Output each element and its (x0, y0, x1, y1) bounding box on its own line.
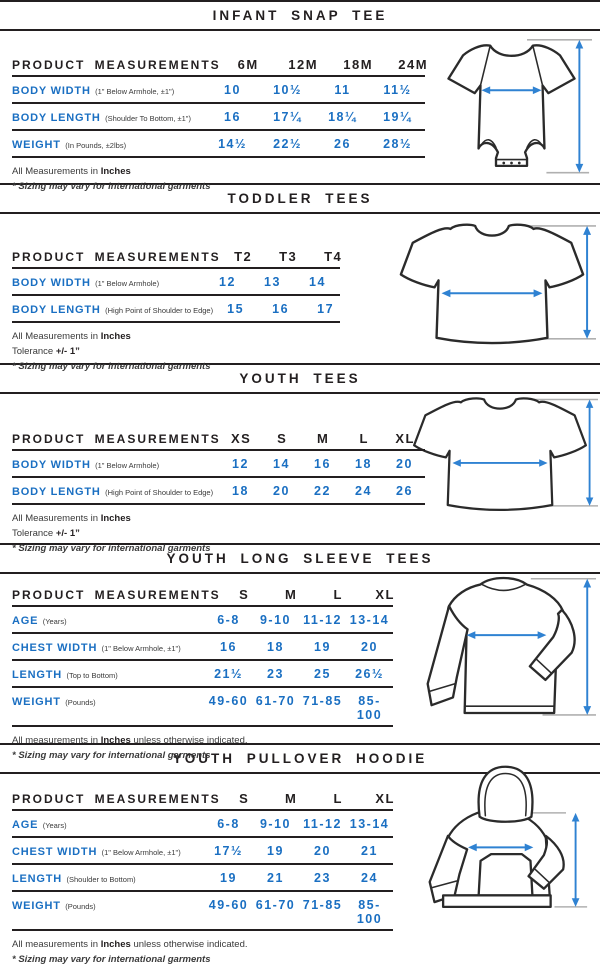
footnote: Tolerance +/- 1” (12, 528, 80, 539)
table-row (12, 634, 393, 661)
measurement-name: CHEST WIDTH (12, 642, 98, 654)
measurement-note: (In Pounds, ±2lbs) (65, 141, 127, 150)
section-title: INFANT SNAP TEE (212, 8, 388, 23)
measurement-note: (1" Below Armhole, ±1") (101, 848, 181, 857)
size-column-header: 24M (398, 57, 429, 72)
measurement-value: 16 (224, 110, 241, 124)
measurements-table (12, 53, 429, 158)
measurement-value: 13-14 (349, 613, 390, 627)
measurement-value: 18 (355, 457, 372, 471)
table-header-row (12, 787, 393, 811)
measurements-table (12, 427, 425, 505)
size-column-header: XL (395, 431, 415, 446)
measurement-value: 18¼ (328, 110, 357, 124)
measurement-value: 23 (267, 667, 284, 681)
measurement-label-cell (12, 455, 220, 473)
measurement-value: 16 (314, 457, 331, 471)
section-title: YOUTH PULLOVER HOODIE (172, 751, 428, 766)
table-row (12, 811, 393, 838)
table-header-label: PRODUCT MEASUREMENTS (12, 432, 221, 446)
measurement-label-cell (12, 300, 213, 318)
measurement-value: 71-85 (302, 694, 343, 708)
measurement-value: 11-12 (303, 817, 342, 831)
measurement-note: (1" Below Armhole) (95, 461, 160, 470)
measurement-value: 19 (314, 640, 331, 654)
measurement-name: BODY LENGTH (12, 486, 101, 498)
size-column-header: XL (375, 587, 395, 602)
table-header-row (12, 53, 429, 77)
measurement-name: BODY LENGTH (12, 112, 101, 124)
measurement-label-cell (12, 135, 205, 153)
size-column-header: M (317, 431, 330, 446)
measurement-value: 21 (361, 844, 378, 858)
table-header-label: PRODUCT MEASUREMENTS (12, 588, 221, 602)
table-row (12, 104, 425, 131)
onesie-illustration (432, 34, 592, 181)
measurement-value: 16 (272, 302, 290, 316)
measurement-label-cell (12, 108, 205, 126)
size-column-header: S (239, 791, 250, 806)
footnotes (12, 513, 600, 554)
measurement-name: AGE (12, 615, 39, 627)
footnote: All Measurements in Inches (12, 513, 131, 524)
size-column-header: M (285, 587, 298, 602)
measurement-name: WEIGHT (12, 900, 61, 912)
measurement-value: 22 (314, 484, 331, 498)
measurement-value: 10½ (273, 83, 302, 97)
measurement-value: 21½ (214, 667, 243, 681)
measurement-value: 24 (355, 484, 372, 498)
footnotes (12, 166, 600, 192)
footnotes (12, 331, 600, 372)
measurement-value: 6-8 (217, 817, 240, 831)
footnote: * Sizing may vary for international garments (12, 750, 211, 761)
measurement-name: BODY WIDTH (12, 85, 91, 97)
measurement-value: 71-85 (302, 898, 343, 912)
measurement-label-cell (12, 815, 205, 833)
measurement-value: 14 (309, 275, 326, 289)
footnote: * Sizing may vary for international garments (12, 954, 211, 965)
measurement-value: 13-14 (349, 817, 390, 831)
measurement-name: WEIGHT (12, 139, 61, 151)
table-row (12, 451, 425, 478)
body-length-arrow (586, 400, 593, 506)
size-column-header: L (333, 791, 343, 806)
measurement-value: 10 (224, 83, 241, 97)
measurement-name: CHEST WIDTH (12, 846, 98, 858)
table-header-label: PRODUCT MEASUREMENTS (12, 792, 221, 806)
measurement-note: (High Point of Shoulder to Edge) (105, 488, 214, 497)
onesie-outline (448, 45, 574, 166)
measurement-note: (1" Below Armhole, ±1") (95, 87, 175, 96)
footnote: Tolerance +/- 1” (12, 346, 80, 357)
footnote: All Measurements in Inches (12, 166, 131, 177)
section-youth-pullover-hoodie (0, 743, 600, 965)
measurement-name: LENGTH (12, 669, 63, 681)
measurement-value: 17 (317, 302, 335, 316)
tshirt-outline (414, 398, 586, 510)
measurement-value: 11-12 (303, 613, 342, 627)
tshirt-outline (401, 225, 583, 343)
measurement-value: 21 (267, 871, 284, 885)
measurements-table (12, 583, 393, 727)
size-column-header: XS (231, 431, 252, 446)
table-header-row (12, 583, 393, 607)
measurement-value: 15 (227, 302, 245, 316)
measurement-value: 13 (264, 275, 281, 289)
measurement-note: (Years) (42, 821, 67, 830)
footnote: All measurements in Inches unless otherwise indicated. (12, 735, 248, 746)
table-header-label: PRODUCT MEASUREMENTS (12, 250, 221, 264)
measurement-label-cell (12, 842, 205, 860)
table-row (12, 661, 393, 688)
measurement-note: (Shoulder to Bottom) (66, 875, 136, 884)
measurement-label-cell (12, 869, 205, 887)
measurement-value: 14½ (218, 137, 247, 151)
table-row (12, 865, 393, 892)
footnote: All measurements in Inches unless otherwise indicated. (12, 939, 248, 950)
size-column-header: L (333, 587, 343, 602)
measurement-name: BODY WIDTH (12, 459, 91, 471)
measurement-value: 20 (361, 640, 378, 654)
measurement-note: (Pounds) (65, 698, 96, 707)
measurement-note: (Pounds) (65, 902, 96, 911)
measurements-table (12, 245, 343, 323)
measurement-value: 17¼ (273, 110, 302, 124)
measurement-value: 18 (267, 640, 284, 654)
table-row (12, 269, 340, 296)
measurement-value: 61-70 (255, 694, 296, 708)
measurement-value: 16 (220, 640, 237, 654)
measurement-note: (Shoulder To Bottom, ±1") (105, 114, 191, 123)
size-column-header: XL (375, 791, 395, 806)
measurement-value: 11 (334, 83, 351, 97)
measurement-label-cell (12, 665, 205, 683)
section-youth-tees (0, 363, 600, 554)
measurement-label-cell (12, 896, 205, 914)
size-column-header: T2 (234, 249, 253, 264)
measurement-value: 85-100 (356, 898, 383, 926)
long-sleeve-shirt-outline (428, 578, 575, 713)
measurement-value: 6-8 (217, 613, 240, 627)
measurement-note: (1" Below Armhole, ±1") (101, 644, 181, 653)
measurement-value: 26 (396, 484, 413, 498)
measurement-value: 24 (361, 871, 378, 885)
measurement-value: 23 (314, 871, 331, 885)
table-row (12, 478, 425, 505)
measurement-value: 11½ (383, 83, 412, 97)
section-title: YOUTH LONG SLEEVE TEES (166, 551, 434, 566)
size-column-header: T3 (279, 249, 298, 264)
measurement-value: 20 (273, 484, 290, 498)
measurement-value: 9-10 (259, 613, 292, 627)
section-title: TODDLER TEES (227, 191, 373, 206)
measurement-value: 14 (273, 457, 290, 471)
footnotes (12, 939, 600, 965)
measurement-value: 25 (314, 667, 331, 681)
length-arrow (583, 579, 591, 715)
measurement-value: 12 (232, 457, 249, 471)
measurement-note: (Top to Bottom) (66, 671, 118, 680)
table-row (12, 296, 340, 323)
measurement-name: LENGTH (12, 873, 63, 885)
table-header-row (12, 245, 343, 269)
measurement-name: BODY LENGTH (12, 304, 101, 316)
measurement-label-cell (12, 611, 205, 629)
table-row (12, 77, 425, 104)
measurement-value: 49-60 (208, 694, 249, 708)
measurement-value: 12 (219, 275, 236, 289)
size-column-header: 18M (343, 57, 374, 72)
table-row (12, 892, 393, 931)
measurement-value: 28½ (383, 137, 412, 151)
size-column-header: T4 (324, 249, 343, 264)
table-row (12, 131, 425, 158)
hoodie-outline (430, 767, 564, 907)
footnote: * Sizing may vary for international garments (12, 361, 211, 372)
section-header (0, 0, 600, 31)
measurement-label-cell (12, 482, 220, 500)
measurement-name: AGE (12, 819, 39, 831)
measurement-label-cell (12, 81, 205, 99)
body-length-arrow (576, 40, 584, 173)
measurement-value: 19 (220, 871, 237, 885)
section-infant-snap-tee (0, 0, 600, 192)
measurement-value: 20 (396, 457, 413, 471)
measurement-label-cell (12, 638, 205, 656)
measurement-name: BODY WIDTH (12, 277, 91, 289)
body-length-arrow (583, 226, 591, 339)
table-row (12, 607, 393, 634)
measurement-value: 26 (334, 137, 351, 151)
hoodie-illustration (422, 761, 590, 922)
measurement-value: 9-10 (259, 817, 292, 831)
size-column-header: 12M (288, 57, 319, 72)
hood (479, 767, 533, 822)
size-column-header: L (359, 431, 369, 446)
size-column-header: M (285, 791, 298, 806)
measurement-note: (High Point of Shoulder to Edge) (105, 306, 214, 315)
table-row (12, 688, 393, 727)
measurement-label-cell (12, 273, 205, 291)
longsleeve-illustration (416, 569, 596, 736)
measurement-value: 49-60 (208, 898, 249, 912)
measurement-value: 61-70 (255, 898, 296, 912)
measurement-value: 20 (314, 844, 331, 858)
measurement-value: 22½ (273, 137, 302, 151)
measurement-value: 19 (267, 844, 284, 858)
measurement-value: 17½ (214, 844, 243, 858)
measurement-name: WEIGHT (12, 696, 61, 708)
size-column-header: 6M (237, 57, 259, 72)
measurement-value: 19¼ (383, 110, 412, 124)
measurement-value: 26½ (355, 667, 384, 681)
length-arrow (572, 813, 580, 907)
size-column-header: S (239, 587, 250, 602)
footnote: All Measurements in Inches (12, 331, 131, 342)
tee-illustration (402, 393, 598, 516)
footnotes (12, 735, 600, 761)
table-header-label: PRODUCT MEASUREMENTS (12, 58, 221, 72)
measurement-note: (1" Below Armhole) (95, 279, 160, 288)
measurement-label-cell (12, 692, 205, 710)
measurement-note: (Years) (42, 617, 67, 626)
measurement-value: 18 (232, 484, 249, 498)
footnote: * Sizing may vary for international garments (12, 543, 211, 554)
section-toddler-tees (0, 183, 600, 372)
table-header-row (12, 427, 425, 451)
measurement-value: 85-100 (356, 694, 383, 722)
measurements-table (12, 787, 393, 931)
table-row (12, 838, 393, 865)
kangaroo-pocket (479, 854, 533, 895)
footnote: * Sizing may vary for international garments (12, 181, 211, 192)
size-column-header: S (277, 431, 288, 446)
section-title: YOUTH TEES (239, 371, 361, 386)
